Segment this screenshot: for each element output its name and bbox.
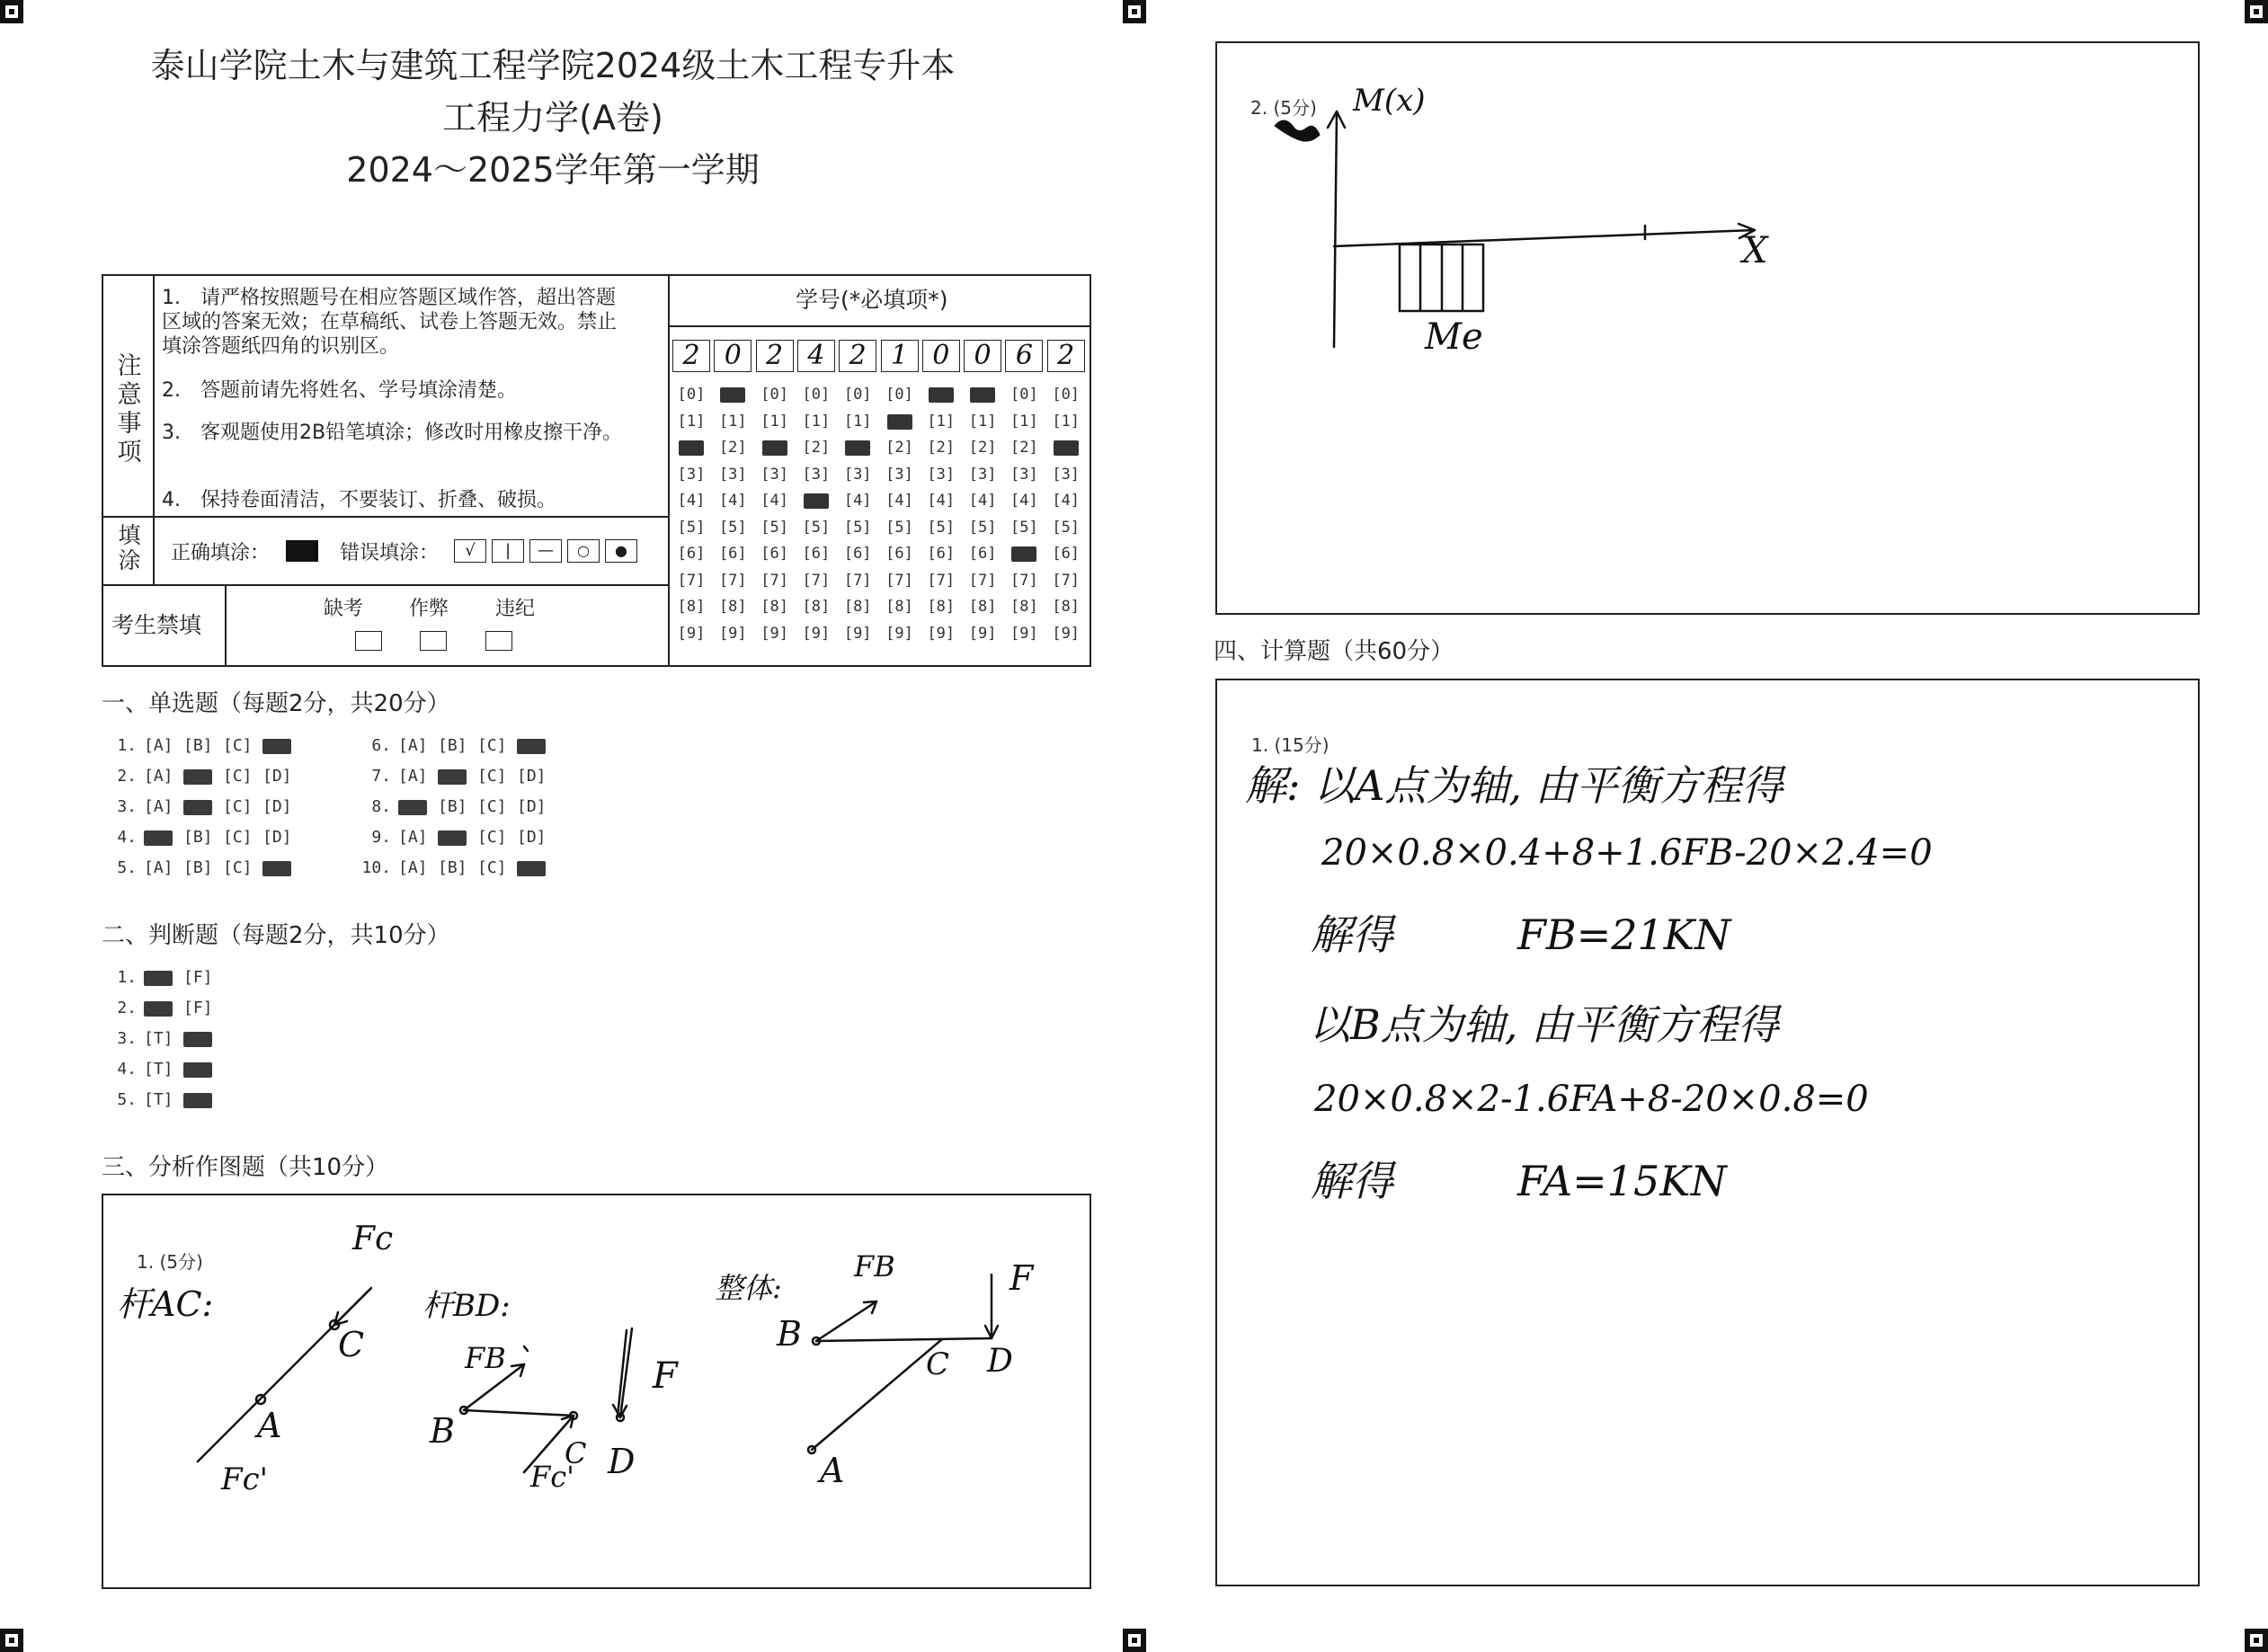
tf-option-f[interactable] <box>183 1090 223 1110</box>
id-bubble-col6-row8[interactable]: [8] <box>927 598 956 616</box>
id-bubble-col0-row1[interactable]: [1] <box>677 412 706 431</box>
student-id-digit-4: 2 <box>839 340 876 372</box>
id-bubble-col8-row0[interactable]: [0] <box>1010 386 1038 404</box>
corner-marker-bottom-right <box>2245 1629 2268 1652</box>
corner-marker-bottom-left <box>0 1629 23 1652</box>
student-id-digit-2: 2 <box>756 340 794 372</box>
mcq-option-d[interactable]: [D] <box>262 797 292 816</box>
mcq-question-number: 7. <box>371 767 391 786</box>
forbid-absent-label: 缺考 <box>324 598 364 620</box>
mcq-question-number: 10. <box>361 858 391 877</box>
id-bubble-col2-row6[interactable]: [6] <box>760 545 788 563</box>
hand-b-label: B <box>430 1411 455 1451</box>
hand-d-label: D <box>608 1442 636 1481</box>
id-bubble-col8-row7[interactable]: [7] <box>1010 571 1038 590</box>
mcq-option-c[interactable]: [C] <box>223 797 253 816</box>
notes-label: 注 意 事 项 <box>117 352 142 466</box>
id-bubble-col4-row4[interactable]: [4] <box>843 492 872 510</box>
mcq-option-d[interactable]: [D] <box>517 828 547 847</box>
id-bubble-col4-row3[interactable]: [3] <box>843 465 872 484</box>
id-bubble-col5-row1[interactable] <box>885 412 915 431</box>
id-bubble-col8-row4[interactable]: [4] <box>1010 492 1038 510</box>
id-bubble-col7-row8[interactable]: [8] <box>968 598 997 616</box>
mcq-option-b[interactable]: [B] <box>183 828 213 847</box>
student-id-label: 学号(*必填项*) <box>796 287 948 313</box>
mcq-option-a[interactable] <box>398 797 438 817</box>
forbid-cheat-label: 作弊 <box>409 598 449 620</box>
id-bubble-col7-row0[interactable] <box>967 385 998 404</box>
hand-f2-label: F <box>1009 1258 1034 1298</box>
exam-title-course: 工程力学(A卷) <box>442 98 663 138</box>
corner-marker-top-right <box>2245 0 2268 23</box>
forbid-absent-box[interactable] <box>355 631 382 651</box>
divider <box>102 584 668 586</box>
id-bubble-col3-row5[interactable]: [5] <box>802 518 831 537</box>
section2-title: 二、判断题（每题2分，共10分） <box>102 922 450 949</box>
id-bubble-col3-row4[interactable] <box>801 491 832 511</box>
section4-q1-label: 1. (15分) <box>1251 734 1330 756</box>
hand-rod-ac: 杆AC: <box>117 1284 214 1324</box>
fill-wrong-samples <box>454 539 637 563</box>
tf-option-f[interactable] <box>183 1060 223 1079</box>
hand-b2-label: B <box>777 1314 802 1354</box>
id-bubble-col5-row6[interactable]: [6] <box>885 545 913 563</box>
tf-question-5 <box>106 1090 223 1110</box>
hand-fc-prime-label: Fc' <box>221 1461 268 1497</box>
id-bubble-col3-row0[interactable]: [0] <box>802 386 831 404</box>
id-bubble-col9-row5[interactable]: [5] <box>1052 518 1081 537</box>
id-bubble-col5-row7[interactable]: [7] <box>885 571 913 590</box>
mcq-option-b[interactable]: [B] <box>438 858 467 877</box>
id-bubble-col8-row3[interactable]: [3] <box>1010 465 1038 484</box>
mcq-option-c[interactable]: [C] <box>223 828 253 847</box>
mcq-option-c[interactable]: [C] <box>477 858 507 877</box>
id-bubble-col3-row8[interactable]: [8] <box>802 598 831 616</box>
calc-line-6: 解得 FA=15KN <box>1311 1157 1727 1205</box>
id-bubble-col1-row5[interactable]: [5] <box>718 518 747 537</box>
mcq-question-7 <box>360 767 556 786</box>
hand-fc-label: Fc <box>352 1221 394 1257</box>
id-bubble-col0-row2[interactable] <box>676 438 707 457</box>
id-bubble-col0-row4[interactable]: [4] <box>677 492 706 510</box>
mcq-question-number: 8. <box>371 797 391 816</box>
id-bubble-col0-row9[interactable]: [9] <box>677 624 706 643</box>
id-bubble-col3-row6[interactable]: [6] <box>802 545 831 563</box>
id-bubble-col2-row8[interactable]: [8] <box>760 598 788 616</box>
mcq-option-c[interactable]: [C] <box>223 736 253 755</box>
id-bubble-col4-row2[interactable] <box>842 438 873 457</box>
id-bubble-col9-row9[interactable]: [9] <box>1052 624 1081 643</box>
mcq-question-number: 6. <box>371 736 391 755</box>
mcq-option-a[interactable]: [A] <box>398 828 428 847</box>
student-id-digit-7: 0 <box>964 340 1001 372</box>
forbid-cheat-box[interactable] <box>420 631 447 651</box>
id-bubble-col4-row0[interactable]: [0] <box>843 386 872 404</box>
hand-c-label: C <box>338 1325 365 1364</box>
mcq-option-a[interactable]: [A] <box>398 736 428 755</box>
id-bubble-col6-row1[interactable]: [1] <box>927 412 956 431</box>
mx-axis-label: M(x) <box>1353 83 1426 119</box>
mcq-option-a[interactable]: [A] <box>398 767 428 786</box>
calc-line-3: 解得 FB=21KN <box>1311 910 1731 959</box>
mcq-option-a[interactable]: [A] <box>398 858 428 877</box>
mcq-option-a[interactable]: [A] <box>144 858 173 877</box>
x-axis-label: X <box>1742 230 1768 271</box>
mcq-option-a[interactable] <box>144 828 183 848</box>
fill-wrong-label: 错误填涂： <box>340 542 440 564</box>
tf-option-t[interactable] <box>144 968 183 988</box>
mcq-option-b[interactable]: [B] <box>183 858 213 877</box>
calc-line-1: 解: 以A点为轴, 由平衡方程得 <box>1245 761 1783 810</box>
mcq-option-c[interactable]: [C] <box>223 858 253 877</box>
divider <box>153 274 155 584</box>
mcq-question-3 <box>106 797 302 817</box>
exam-title-term: 2024～2025学年第一学期 <box>346 150 760 190</box>
id-bubble-col8-row2[interactable]: [2] <box>1010 439 1038 457</box>
hand-c3-label: C <box>926 1346 950 1382</box>
hand-c2-label: C <box>565 1436 587 1470</box>
torque-diagram <box>1215 41 2200 615</box>
tf-option-f[interactable]: [F] <box>183 968 213 987</box>
id-bubble-col5-row8[interactable]: [8] <box>885 598 913 616</box>
hand-a-label: A <box>257 1406 282 1445</box>
divider <box>668 274 670 667</box>
mcq-question-number: 5. <box>117 858 137 877</box>
id-bubble-col3-row2[interactable]: [2] <box>802 439 831 457</box>
wrong-mark-check: √ <box>454 539 486 563</box>
id-bubble-col3-row7[interactable]: [7] <box>802 571 831 590</box>
tf-option-t[interactable]: [T] <box>144 1060 173 1079</box>
id-bubble-col4-row1[interactable]: [1] <box>843 412 872 431</box>
id-bubble-col1-row9[interactable]: [9] <box>718 624 747 643</box>
id-bubble-col9-row3[interactable]: [3] <box>1052 465 1081 484</box>
mcq-option-d[interactable]: [D] <box>262 767 292 786</box>
id-bubble-col2-row3[interactable]: [3] <box>760 465 788 484</box>
tf-question-number: 3. <box>117 1029 137 1048</box>
corner-marker-bottom-center <box>1123 1629 1146 1652</box>
id-bubble-col5-row0[interactable]: [0] <box>885 386 913 404</box>
id-bubble-col4-row6[interactable]: [6] <box>843 545 872 563</box>
forbid-violate-label: 违纪 <box>495 598 536 620</box>
mcq-option-d[interactable] <box>262 858 302 878</box>
id-bubble-col2-row7[interactable]: [7] <box>760 571 788 590</box>
id-bubble-col1-row8[interactable]: [8] <box>718 598 747 616</box>
tf-question-3 <box>106 1029 223 1049</box>
calc-line-4: 以B点为轴, 由平衡方程得 <box>1309 1000 1780 1049</box>
section4-answer-box <box>1215 679 2200 1586</box>
mcq-question-6 <box>360 736 556 756</box>
divider <box>668 325 1091 327</box>
mcq-question-9 <box>360 828 556 848</box>
note-item-4: 4. 保持卷面清洁，不要装订、折叠、破损。 <box>162 489 556 511</box>
mcq-question-number: 2. <box>117 767 137 786</box>
calc-line-5: 20×0.8×2-1.6FA+8-20×0.8=0 <box>1314 1079 1869 1120</box>
tf-option-f[interactable] <box>183 1029 223 1049</box>
id-bubble-col3-row3[interactable]: [3] <box>802 465 831 484</box>
id-bubble-col5-row5[interactable]: [5] <box>885 518 913 537</box>
mcq-option-c[interactable]: [C] <box>477 736 507 755</box>
mcq-question-number: 9. <box>371 828 391 847</box>
hand-f-label: F <box>653 1355 678 1397</box>
note-item-1: 1. 请严格按照题号在相应答题区域作答，超出答题区域的答案无效；在草稿纸、试卷上答题无效。禁止填涂答题纸四角的识别区。 <box>162 287 618 358</box>
id-bubble-col8-row6[interactable] <box>1009 544 1039 564</box>
id-bubble-col0-row0[interactable]: [0] <box>677 386 706 404</box>
mcq-option-b[interactable]: [B] <box>438 797 467 816</box>
id-bubble-col9-row7[interactable]: [7] <box>1052 571 1081 590</box>
id-bubble-col3-row1[interactable]: [1] <box>802 412 831 431</box>
fill-correct-label: 正确填涂： <box>171 542 271 564</box>
id-bubble-col0-row7[interactable]: [7] <box>677 571 706 590</box>
id-bubble-col4-row9[interactable]: [9] <box>843 624 872 643</box>
id-bubble-col2-row1[interactable]: [1] <box>760 412 788 431</box>
tf-question-number: 1. <box>117 968 137 987</box>
id-bubble-col1-row1[interactable]: [1] <box>718 412 747 431</box>
tf-option-t[interactable]: [T] <box>144 1090 173 1109</box>
id-bubble-col6-row2[interactable]: [2] <box>927 439 956 457</box>
id-bubble-col9-row1[interactable]: [1] <box>1052 412 1081 431</box>
id-bubble-col2-row5[interactable]: [5] <box>760 518 788 537</box>
id-bubble-col1-row6[interactable]: [6] <box>718 545 747 563</box>
mcq-option-b[interactable] <box>183 797 223 817</box>
tf-option-f[interactable]: [F] <box>183 999 213 1017</box>
id-bubble-col4-row8[interactable]: [8] <box>843 598 872 616</box>
id-bubble-col1-row4[interactable]: [4] <box>718 492 747 510</box>
mcq-question-number: 1. <box>117 736 137 755</box>
mcq-question-2 <box>106 767 302 786</box>
id-bubble-col7-row2[interactable]: [2] <box>968 439 997 457</box>
tf-option-t[interactable]: [T] <box>144 1029 173 1048</box>
mcq-question-5 <box>106 858 302 878</box>
id-bubble-col1-row2[interactable]: [2] <box>718 439 747 457</box>
id-bubble-col0-row3[interactable]: [3] <box>677 465 706 484</box>
student-id-digit-3: 4 <box>797 340 835 372</box>
mcq-option-d[interactable]: [D] <box>262 828 292 847</box>
right-q2-label: 2. (5分) <box>1250 97 1317 119</box>
mcq-option-c[interactable]: [C] <box>477 828 507 847</box>
id-bubble-col1-row0[interactable] <box>717 385 748 404</box>
forbid-violate-box[interactable] <box>485 631 512 651</box>
id-bubble-col0-row6[interactable]: [6] <box>677 545 706 563</box>
id-bubble-col5-row2[interactable]: [2] <box>885 439 913 457</box>
id-bubble-col6-row3[interactable]: [3] <box>927 465 956 484</box>
id-bubble-col4-row7[interactable]: [7] <box>843 571 872 590</box>
wrong-mark-bar: | <box>492 539 524 563</box>
id-bubble-col6-row7[interactable]: [7] <box>927 571 956 590</box>
mcq-question-1 <box>106 736 302 756</box>
mcq-question-number: 4. <box>117 828 137 847</box>
note-item-3: 3. 客观题使用2B铅笔填涂；修改时用橡皮擦干净。 <box>162 422 623 444</box>
hand-fb2-label: FB <box>854 1249 895 1283</box>
id-bubble-col6-row9[interactable]: [9] <box>927 624 956 643</box>
student-id-digit-6: 0 <box>922 340 960 372</box>
student-id-digit-0: 2 <box>672 340 710 372</box>
id-bubble-col7-row7[interactable]: [7] <box>968 571 997 590</box>
id-bubble-col7-row5[interactable]: [5] <box>968 518 997 537</box>
id-bubble-col7-row9[interactable]: [9] <box>968 624 997 643</box>
id-bubble-col7-row3[interactable]: [3] <box>968 465 997 484</box>
mcq-question-number: 3. <box>117 797 137 816</box>
mcq-option-c[interactable]: [C] <box>477 797 507 816</box>
hand-a2-label: A <box>820 1451 845 1490</box>
id-bubble-col2-row4[interactable]: [4] <box>760 492 788 510</box>
me-label: Me <box>1425 316 1483 358</box>
section4-title: 四、计算题（共60分） <box>1214 638 1454 665</box>
id-bubble-col1-row3[interactable]: [3] <box>718 465 747 484</box>
tf-question-2 <box>106 999 223 1018</box>
id-bubble-col8-row1[interactable]: [1] <box>1010 412 1038 431</box>
id-bubble-col5-row3[interactable]: [3] <box>885 465 913 484</box>
section3-title: 三、分析作图题（共10分） <box>102 1154 389 1181</box>
mcq-option-b[interactable]: [B] <box>183 736 213 755</box>
mcq-option-d[interactable]: [D] <box>517 797 547 816</box>
wrong-mark-circle: ○ <box>567 539 600 563</box>
mcq-question-10 <box>360 858 556 878</box>
tf-question-number: 4. <box>117 1060 137 1079</box>
tf-question-4 <box>106 1060 223 1079</box>
mcq-option-d[interactable] <box>262 736 302 756</box>
mcq-option-d[interactable] <box>517 736 556 756</box>
id-bubble-col7-row1[interactable]: [1] <box>968 412 997 431</box>
mcq-question-4 <box>106 828 302 848</box>
mcq-option-d[interactable] <box>517 858 556 878</box>
free-body-diagrams <box>102 1194 1091 1589</box>
student-id-digit-9: 2 <box>1047 340 1085 372</box>
corner-marker-top-left <box>0 0 23 23</box>
mcq-option-a[interactable]: [A] <box>144 797 173 816</box>
id-bubble-col1-row7[interactable]: [7] <box>718 571 747 590</box>
id-bubble-col0-row5[interactable]: [5] <box>677 518 706 537</box>
hand-d2-label: D <box>987 1343 1013 1380</box>
section3-q1-label: 1. (5分) <box>137 1251 203 1273</box>
section1-title: 一、单选题（每题2分，共20分） <box>102 690 450 717</box>
id-bubble-col7-row6[interactable]: [6] <box>968 545 997 563</box>
id-bubble-col4-row5[interactable]: [5] <box>843 518 872 537</box>
hand-fc-prime2-label: Fc' <box>530 1460 574 1494</box>
tf-question-1 <box>106 968 223 988</box>
id-bubble-col5-row4[interactable]: [4] <box>885 492 913 510</box>
mcq-option-a[interactable]: [A] <box>144 736 173 755</box>
mcq-option-b[interactable] <box>438 828 477 848</box>
id-bubble-col9-row0[interactable]: [0] <box>1052 386 1081 404</box>
divider <box>225 584 227 667</box>
mcq-option-c[interactable]: [C] <box>477 767 507 786</box>
wrong-mark-dot: ● <box>605 539 637 563</box>
mcq-question-8 <box>360 797 556 817</box>
wrong-mark-dash: — <box>529 539 562 563</box>
id-bubble-col8-row9[interactable]: [9] <box>1010 624 1038 643</box>
id-bubble-col2-row0[interactable]: [0] <box>760 386 788 404</box>
id-bubble-col8-row5[interactable]: [5] <box>1010 518 1038 537</box>
divider <box>102 516 668 518</box>
id-bubble-col6-row0[interactable] <box>926 385 956 404</box>
id-bubble-col9-row8[interactable]: [8] <box>1052 598 1081 616</box>
id-bubble-col2-row2[interactable] <box>760 438 790 457</box>
id-bubble-col8-row8[interactable]: [8] <box>1010 598 1038 616</box>
student-id-digit-5: 1 <box>881 340 919 372</box>
hand-fb-label: FB <box>465 1341 506 1375</box>
id-bubble-col7-row4[interactable]: [4] <box>968 492 997 510</box>
fill-label: 填 涂 <box>118 522 141 573</box>
tf-option-t[interactable] <box>144 999 183 1018</box>
student-id-digit-1: 0 <box>714 340 752 372</box>
corner-marker-top-center <box>1123 0 1146 23</box>
tf-question-number: 5. <box>117 1090 137 1109</box>
id-bubble-col2-row9[interactable]: [9] <box>760 624 788 643</box>
id-bubble-col6-row6[interactable]: [6] <box>927 545 956 563</box>
tf-question-number: 2. <box>117 999 137 1017</box>
mcq-option-d[interactable]: [D] <box>517 767 547 786</box>
note-item-2: 2. 答题前请先将姓名、学号填涂清楚。 <box>162 379 517 402</box>
hand-rod-bd: 杆BD: <box>422 1288 511 1324</box>
id-bubble-col9-row2[interactable] <box>1051 438 1081 457</box>
calc-line-2: 20×0.8×0.4+8+1.6FB-20×2.4=0 <box>1321 832 1933 874</box>
mcq-option-c[interactable]: [C] <box>223 767 253 786</box>
mcq-option-b[interactable] <box>438 767 477 786</box>
forbid-label: 考生禁填 <box>111 612 202 638</box>
id-bubble-col0-row8[interactable]: [8] <box>677 598 706 616</box>
student-id-digit-8: 6 <box>1005 340 1043 372</box>
exam-title-school: 泰山学院土木与建筑工程学院2024级土木工程专升本 <box>150 46 956 85</box>
fill-correct-sample <box>286 540 318 562</box>
id-bubble-col6-row4[interactable]: [4] <box>927 492 956 510</box>
hand-whole-label: 整体: <box>715 1271 782 1305</box>
id-bubble-col5-row9[interactable]: [9] <box>885 624 913 643</box>
mcq-option-b[interactable] <box>183 767 223 786</box>
id-bubble-col9-row4[interactable]: [4] <box>1052 492 1081 510</box>
mcq-option-b[interactable]: [B] <box>438 736 467 755</box>
id-bubble-col3-row9[interactable]: [9] <box>802 624 831 643</box>
id-bubble-col6-row5[interactable]: [5] <box>927 518 956 537</box>
id-bubble-col9-row6[interactable]: [6] <box>1052 545 1081 563</box>
mcq-option-a[interactable]: [A] <box>144 767 173 786</box>
